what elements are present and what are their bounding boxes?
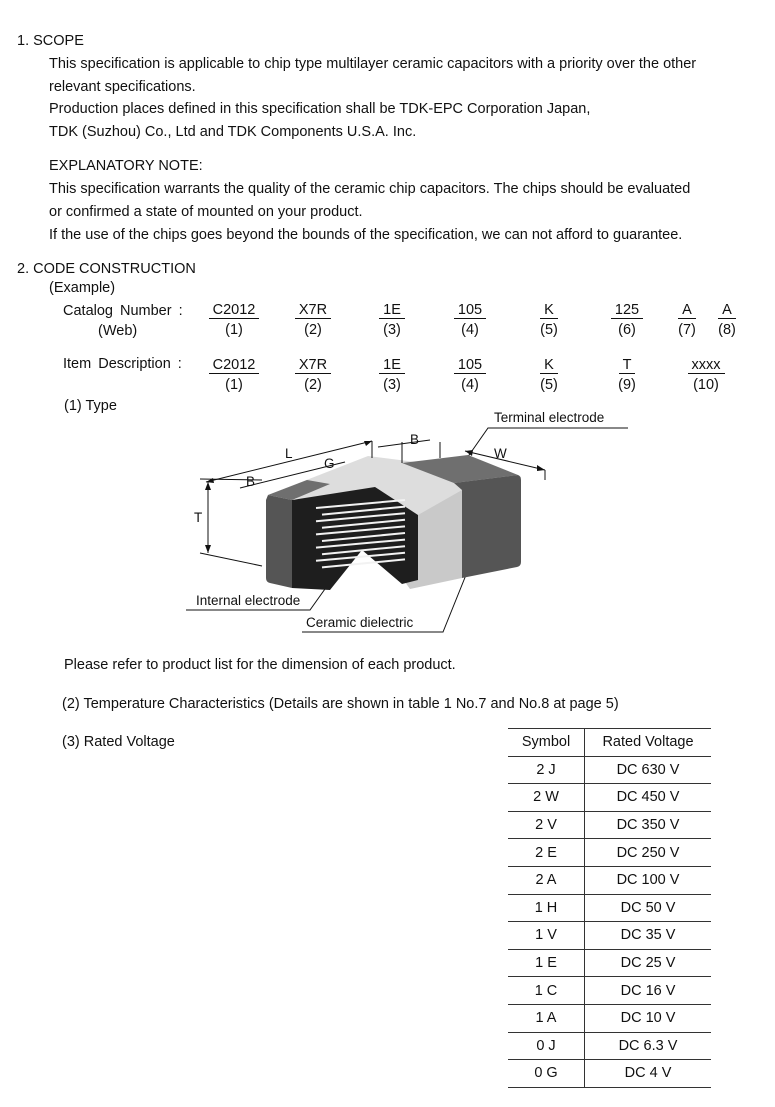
code-index: (1): [225, 322, 243, 338]
symbol-cell: 2 E: [508, 839, 585, 867]
code-value: 1E: [379, 303, 405, 319]
symbol-cell: 1 E: [508, 949, 585, 977]
catalog-number-label: Catalog Number :: [63, 303, 183, 319]
code-value: A: [718, 303, 736, 319]
voltage-cell: DC 100 V: [585, 866, 712, 894]
symbol-cell: 0 G: [508, 1060, 585, 1088]
type-heading: (1) Type: [64, 398, 117, 414]
code-index: (1): [225, 377, 243, 393]
code-value: X7R: [295, 303, 331, 319]
rated-voltage-table: [508, 728, 711, 1088]
code-value: C2012: [209, 358, 260, 374]
note-line-3: If the use of the chips goes beyond the bounds of the specification, we can not afford to guarantee.: [49, 227, 683, 243]
voltage-cell: DC 50 V: [585, 894, 712, 922]
rated-voltage-heading: (3) Rated Voltage: [62, 734, 175, 750]
internal-electrode-label: Internal electrode: [196, 593, 301, 608]
scope-line-1: This specification is applicable to chip type multilayer ceramic capacitors with a priority over the other: [49, 56, 697, 72]
code-index: (6): [618, 322, 636, 338]
code-index: (5): [540, 377, 558, 393]
code-value: K: [540, 358, 558, 374]
table-row: [508, 1004, 711, 1032]
scope-line-2: relevant specifications.: [49, 79, 196, 95]
table-row: [508, 839, 711, 867]
table-row: [508, 977, 711, 1005]
table-header-row: [508, 729, 711, 757]
voltage-cell: DC 6.3 V: [585, 1032, 712, 1060]
code-index: (8): [718, 322, 736, 338]
voltage-cell: DC 4 V: [585, 1060, 712, 1088]
voltage-cell: DC 25 V: [585, 949, 712, 977]
table-row: [508, 866, 711, 894]
example-label: (Example): [49, 280, 116, 296]
voltage-cell: DC 250 V: [585, 839, 712, 867]
code-value: 125: [611, 303, 643, 319]
voltage-cell: DC 35 V: [585, 922, 712, 950]
code-value: A: [678, 303, 696, 319]
item-description-label: Item Description :: [63, 356, 182, 372]
table-row: [508, 1060, 711, 1088]
symbol-cell: 1 C: [508, 977, 585, 1005]
code-index: (4): [461, 377, 479, 393]
web-label: (Web): [98, 323, 138, 339]
dimension-note: Please refer to product list for the dimension of each product.: [64, 657, 456, 673]
symbol-cell: 0 J: [508, 1032, 585, 1060]
code-index: (5): [540, 322, 558, 338]
code-value: K: [540, 303, 558, 319]
table-row: [508, 1032, 711, 1060]
code-index: (7): [678, 322, 696, 338]
code-value: C2012: [209, 303, 260, 319]
voltage-cell: DC 16 V: [585, 977, 712, 1005]
code-heading: 2. CODE CONSTRUCTION: [17, 261, 196, 277]
terminal-electrode-label: Terminal electrode: [494, 410, 605, 425]
symbol-cell: 2 A: [508, 866, 585, 894]
code-value: 105: [454, 303, 486, 319]
dim-B-top-label: B: [410, 432, 420, 447]
dim-L-label: L: [285, 446, 293, 461]
temperature-heading: (2) Temperature Characteristics (Details are shown in table 1 No.7 and No.8 at page 5): [62, 696, 619, 712]
table-row: [508, 756, 711, 784]
dim-W-label: W: [494, 446, 507, 461]
dim-B-left-label: B: [246, 474, 256, 489]
scope-line-3: Production places defined in this specification shall be TDK-EPC Corporation Japan,: [49, 101, 591, 117]
code-value: X7R: [295, 358, 331, 374]
note-line-1: This specification warrants the quality of the ceramic chip capacitors. The chips should be evaluated: [49, 181, 691, 197]
code-value: T: [619, 358, 636, 374]
right-terminal-front: [454, 475, 521, 578]
table-row: [508, 784, 711, 812]
scope-line-4: TDK (Suzhou) Co., Ltd and TDK Components U.S.A. Inc.: [49, 124, 417, 140]
symbol-cell: 2 J: [508, 756, 585, 784]
voltage-cell: DC 10 V: [585, 1004, 712, 1032]
dim-T-label: T: [194, 510, 203, 525]
symbol-cell: 2 V: [508, 811, 585, 839]
table-row: [508, 949, 711, 977]
voltage-cell: DC 630 V: [585, 756, 712, 784]
note-line-2: or confirmed a state of mounted on your product.: [49, 204, 363, 220]
symbol-header: Symbol: [508, 729, 585, 757]
left-terminal-front: [266, 495, 292, 588]
dim-G-label: G: [324, 456, 335, 471]
ceramic-dielectric-label: Ceramic dielectric: [306, 615, 414, 630]
scope-heading: 1. SCOPE: [17, 33, 84, 49]
code-index: (10): [693, 377, 719, 393]
symbol-cell: 2 W: [508, 784, 585, 812]
symbol-cell: 1 V: [508, 922, 585, 950]
table-row: [508, 811, 711, 839]
symbol-cell: 1 A: [508, 1004, 585, 1032]
note-heading: EXPLANATORY NOTE:: [49, 158, 203, 174]
code-index: (3): [383, 322, 401, 338]
rated-voltage-header: Rated Voltage: [585, 729, 712, 757]
code-value: 1E: [379, 358, 405, 374]
code-index: (2): [304, 322, 322, 338]
code-index: (3): [383, 377, 401, 393]
code-value: xxxx: [688, 358, 725, 374]
table-row: [508, 894, 711, 922]
code-index: (2): [304, 377, 322, 393]
code-value: 105: [454, 358, 486, 374]
code-index: (9): [618, 377, 636, 393]
table-row: [508, 922, 711, 950]
voltage-cell: DC 350 V: [585, 811, 712, 839]
code-index: (4): [461, 322, 479, 338]
voltage-cell: DC 450 V: [585, 784, 712, 812]
symbol-cell: 1 H: [508, 894, 585, 922]
